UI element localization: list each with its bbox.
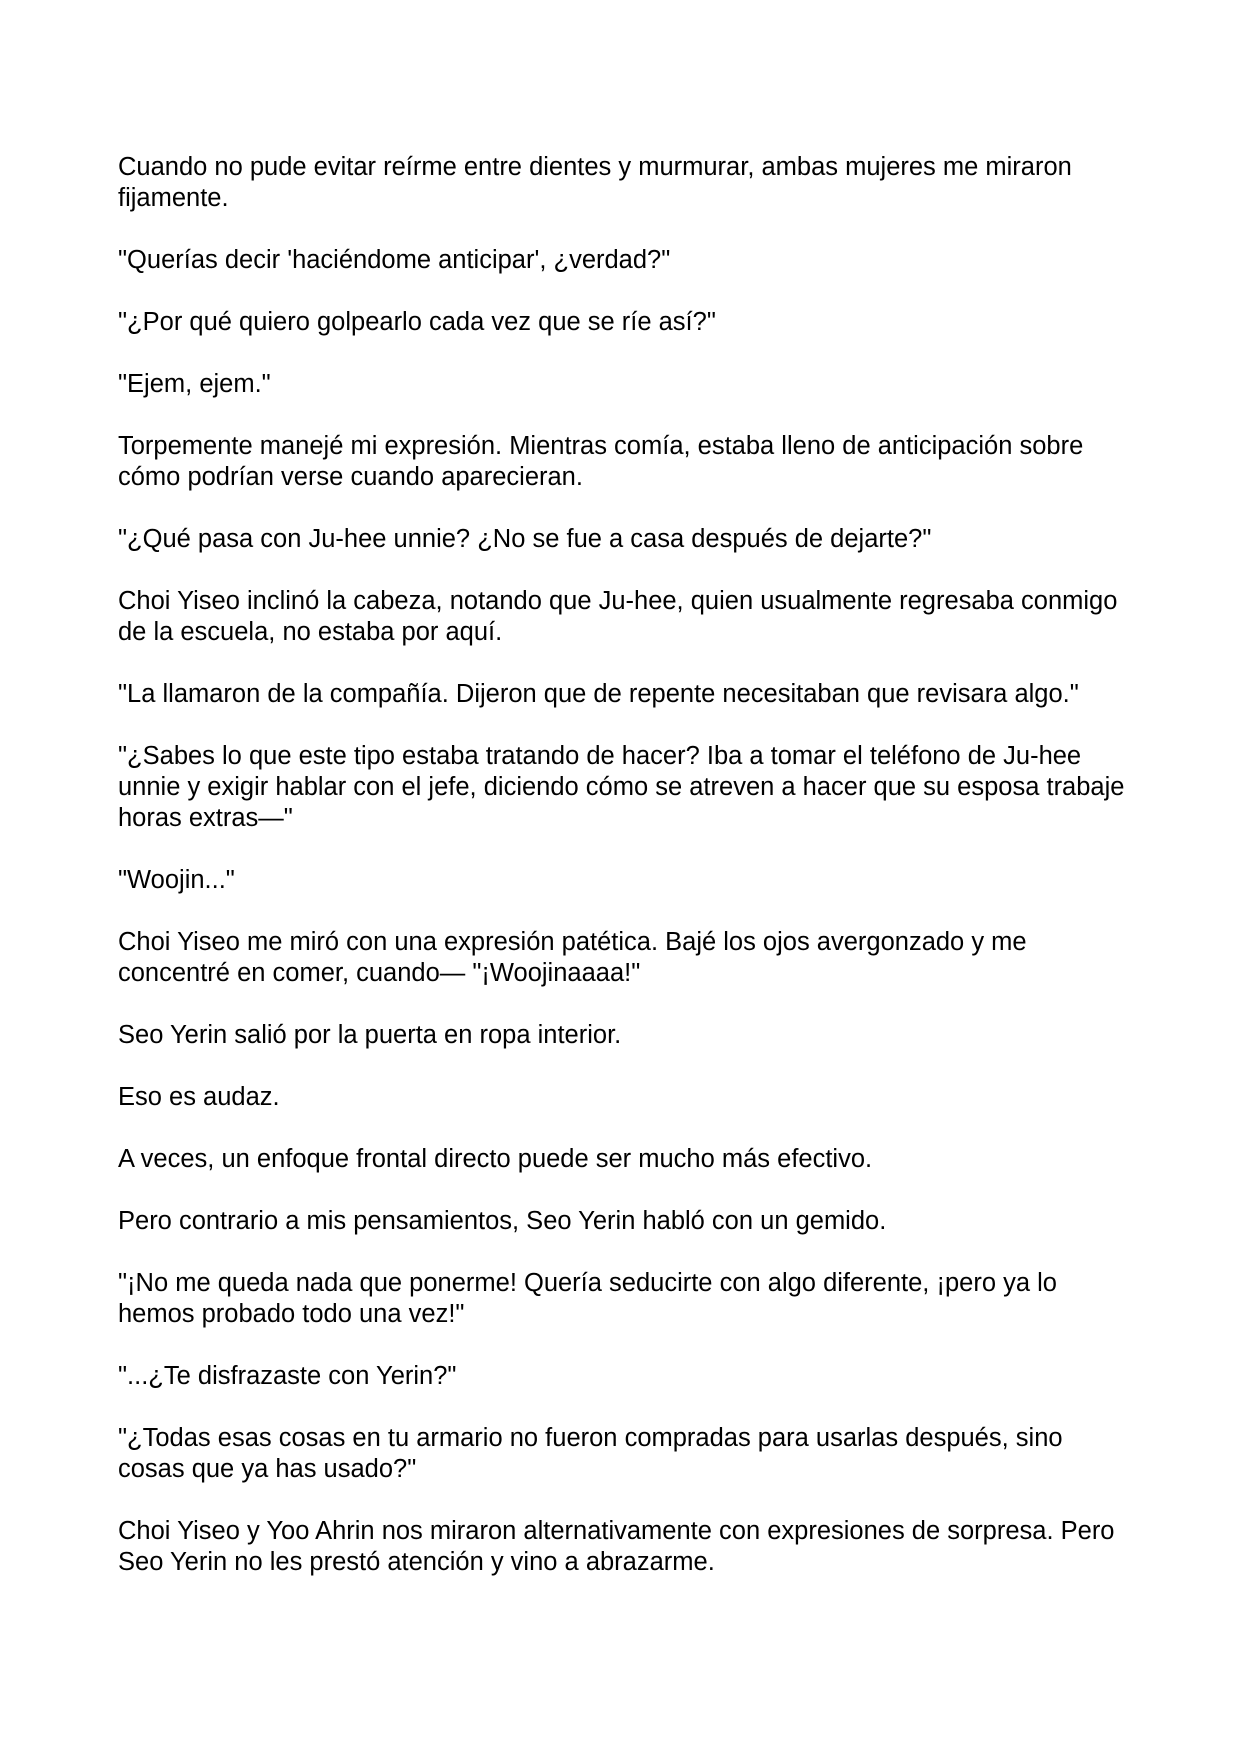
paragraph: "Querías decir 'haciéndome anticipar', ¿verdad?" (118, 246, 671, 274)
paragraph: Choi Yiseo inclinó la cabeza, notando que Ju-hee, quien usualmente regresaba conmigo de la escuela, no estaba por aquí. (118, 587, 1118, 646)
paragraph: "Woojin..." (118, 866, 235, 894)
paragraph: "¡No me queda nada que ponerme! Quería seducirte con algo diferente, ¡pero ya lo hemos probado todo una vez!" (118, 1269, 1057, 1328)
paragraph: Eso es audaz. (118, 1083, 280, 1111)
paragraph: Cuando no pude evitar reírme entre dientes y murmurar, ambas mujeres me miraron fijamente. (118, 153, 1072, 212)
paragraph: "¿Por qué quiero golpearlo cada vez que se ríe así?" (118, 308, 716, 336)
document-body (118, 152, 1128, 1609)
paragraph: "¿Sabes lo que este tipo estaba tratando de hacer? Iba a tomar el teléfono de Ju-hee unnie y exigir hablar con el jefe, diciendo cómo se atreven a hacer que su esposa trabaje horas extras—" (118, 742, 1125, 832)
paragraph: Choi Yiseo y Yoo Ahrin nos miraron alternativamente con expresiones de sorpresa. Pero Seo Yerin no les prestó atención y vino a abrazarme. (118, 1517, 1115, 1576)
paragraph: "...¿Te disfrazaste con Yerin?" (118, 1362, 457, 1390)
paragraph: A veces, un enfoque frontal directo puede ser mucho más efectivo. (118, 1145, 873, 1173)
paragraph: Seo Yerin salió por la puerta en ropa interior. (118, 1021, 622, 1049)
paragraph: Choi Yiseo me miró con una expresión patética. Bajé los ojos avergonzado y me concentré en comer, cuando— "¡Woojinaaaa!" (118, 928, 1027, 987)
paragraph: Pero contrario a mis pensamientos, Seo Yerin habló con un gemido. (118, 1207, 887, 1235)
paragraph: "La llamaron de la compañía. Dijeron que de repente necesitaban que revisara algo." (118, 680, 1079, 708)
paragraph: "¿Qué pasa con Ju-hee unnie? ¿No se fue a casa después de dejarte?" (118, 525, 932, 553)
paragraph: "¿Todas esas cosas en tu armario no fueron compradas para usarlas después, sino cosas que ya has usado?" (118, 1424, 1063, 1483)
paragraph: Torpemente manejé mi expresión. Mientras comía, estaba lleno de anticipación sobre cómo podrían verse cuando aparecieran. (118, 432, 1084, 491)
paragraph: "Ejem, ejem." (118, 370, 271, 398)
